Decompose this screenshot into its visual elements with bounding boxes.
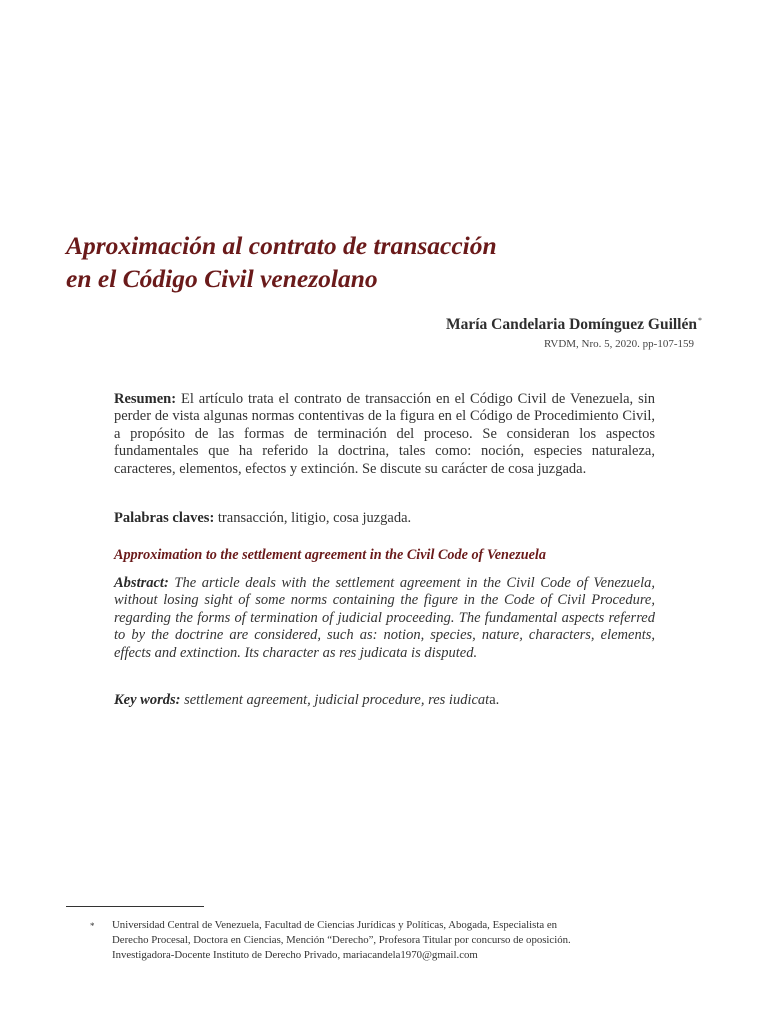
abstract-text: The article deals with the settlement agreement in the Civil Code of Venezuela, without losing sight of some norms containing the figure in the Code of Civil Procedure, regarding the forms of termination of judicial proceeding. The fundamental aspects referred to by the doctrine are considered, such as: notion, species, nature, characters, elements, effects and extinction. Its character as res judicata is disputed. [114, 575, 656, 661]
palabras-text: transacción, litigio, cosa juzgada. [217, 510, 412, 526]
author-text: María Candelaria Domínguez Guillén [445, 316, 697, 333]
resumen-text: El artículo trata el contrato de transacción en el Código Civil de Venezuela, sin perder de vista algunas normas contentivas de la figura en el Código de Procedimiento Civil, a propósito de las formas de terminación del proceso. Se consideran los aspectos fundamentales que ha referido la doctrina, tales como: noción, especies naturaleza, caracteres, elementos, efectos y extinción. Se discute su carácter de cosa juzgada. [114, 391, 656, 477]
footnote-line-1: Universidad Central de Venezuela, Facultad de Ciencias Jurídicas y Políticas, Abogada, Especialista en [112, 919, 558, 931]
author-footnote-marker: * [698, 316, 702, 325]
abstract-paragraph [114, 575, 655, 662]
footnote-line-2: Derecho Procesal, Doctora en Ciencias, Mención “Derecho”, Profesora Titular por concurso de oposición. [112, 934, 571, 947]
title-line-1: Aproximación al contrato de transacción [66, 231, 497, 260]
abstract-label: Abstract: [114, 575, 169, 591]
author-footnote [112, 918, 660, 964]
keywords-tail: a. [489, 692, 500, 708]
title-line-2: en el Código Civil venezolano [66, 264, 378, 293]
resumen-label: Resumen: [114, 391, 177, 407]
palabras-label: Palabras claves: [114, 510, 215, 526]
english-title: Approximation to the settlement agreement in the Civil Code of Venezuela [114, 547, 546, 563]
footnote-divider [66, 906, 204, 907]
footnote-marker: * [90, 921, 95, 931]
journal-citation: RVDM, Nro. 5, 2020. pp-107-159 [543, 338, 694, 350]
palabras-claves [114, 510, 655, 527]
keywords-text: settlement agreement, judicial procedure, res iudicat [184, 692, 490, 708]
article-title [66, 229, 706, 295]
key-words [114, 692, 655, 709]
resumen-paragraph [114, 391, 655, 478]
author-name [446, 316, 702, 334]
keywords-label: Key words: [114, 692, 181, 708]
footnote-line-3: Investigadora-Docente Instituto de Derecho Privado, mariacandela1970@gmail.com [112, 949, 478, 962]
